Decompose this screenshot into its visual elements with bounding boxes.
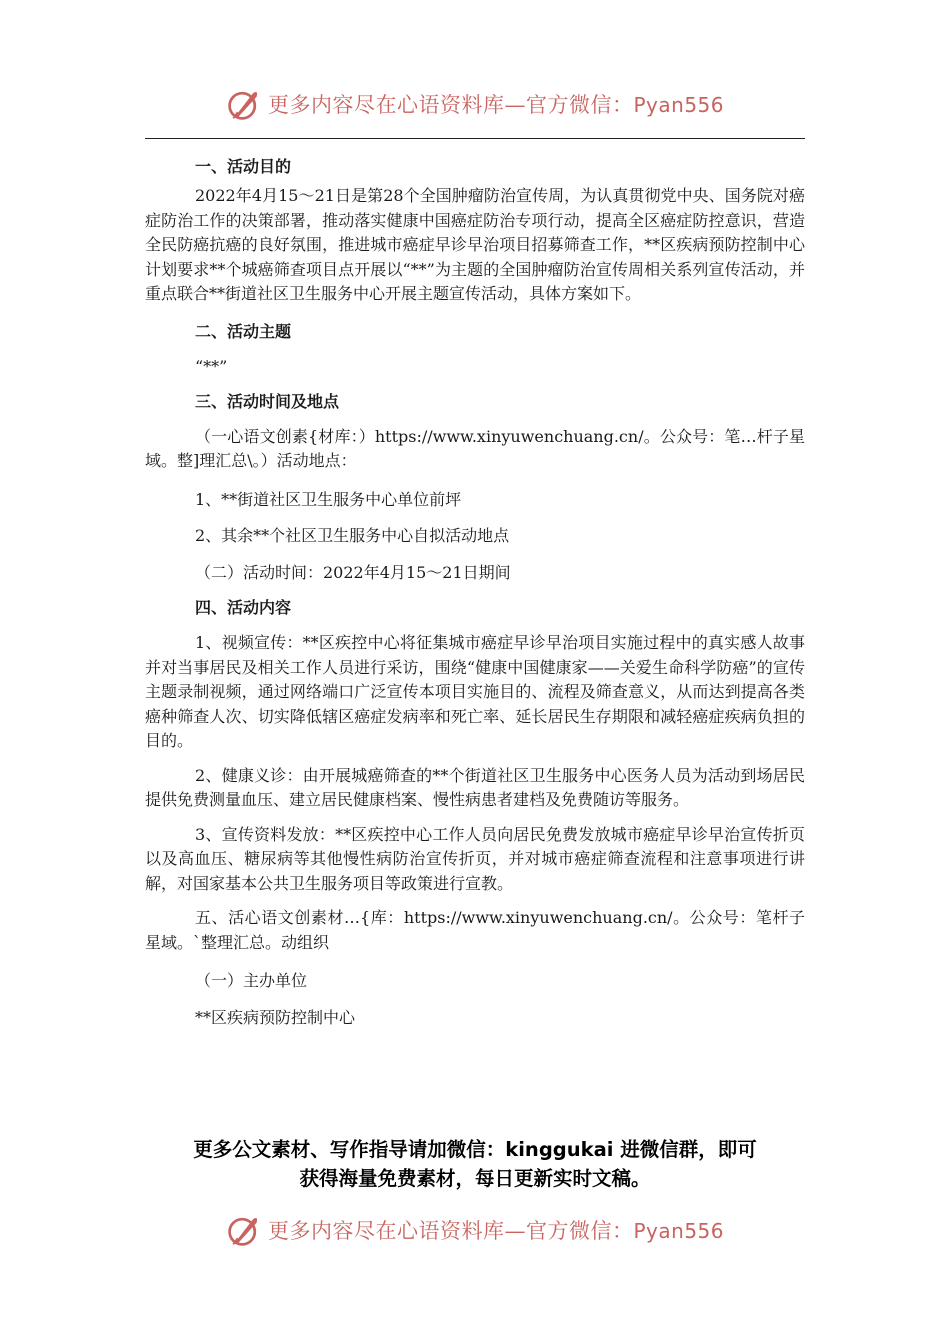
banner-main-text: 更多内容尽在心语资料库 [267, 93, 505, 117]
footer-banner-text [268, 1215, 724, 1245]
banner-wechat-id: Pyan556 [633, 93, 724, 117]
activity-time: （二）活动时间：2022年4月15～21日期间 [195, 562, 511, 582]
header-banner [0, 82, 950, 126]
promo-line-2: 获得海量免费素材，每日更新实时文稿。 [299, 1166, 651, 1190]
section-1-heading: 一、活动目的 [195, 157, 292, 176]
footer-banner-wechat-id: Pyan556 [633, 1219, 724, 1243]
location-item-1: 1、**街道社区卫生服务中心单位前坪 [195, 489, 462, 509]
footer-banner-separator: —官方微信： [504, 1219, 634, 1243]
footer-banner-main-text: 更多内容尽在心语资料库 [267, 1219, 505, 1243]
organizer-name: **区疾病预防控制中心 [195, 1007, 356, 1027]
promo-line-1: 更多公文素材、写作指导请加微信：kinggukai 进微信群，即可 [193, 1138, 757, 1161]
banner-separator: —官方微信： [504, 93, 634, 117]
section-2-heading: 二、活动主题 [195, 321, 292, 341]
section-3-location-intro: （一心语文创素{材库：）https://www.xinyuwenchuang.cn/。公众号：笔…杆子星域。整]理汇总\。）活动地点： [145, 426, 805, 470]
section-2-theme: “**” [195, 356, 228, 376]
content-item-3: 3、宣传资料发放：**区疾控中心工作人员向居民免费发放城市癌症早诊早治宣传折页以及高血压、糖尿病等其他慢性病防治宣传折页，并对城市癌症筛查流程和注意事项进行讲解，对国家基本公共卫生服务项目等政策进行宣教。 [145, 824, 805, 893]
location-item-2: 2、其余**个社区卫生服务中心自拟活动地点 [195, 526, 510, 545]
content-item-2: 2、健康义诊：由开展城癌筛查的**个街道社区卫生服务中心医务人员为活动到场居民提供免费测量血压、建立居民健康档案、慢性病患者建档及免费随访等服务。 [145, 765, 805, 809]
section-3-heading: 三、活动时间及地点 [195, 391, 340, 411]
content-item-1: 1、视频宣传：**区疾控中心将征集城市癌症早诊早治项目实施过程中的真实感人故事并对当事居民及相关工作人员进行采访，围绕“健康中国健康家——关爱生命科学防癌”的宣传主题录制视频，通过网络端口广泛宣传本项目实施目的、流程及筛查意义，从而达到提高各类癌种筛查人次、切实降低辖区癌症发病率和死亡率、延长居民生存期限和减轻癌症疾病负担的目的。 [145, 633, 805, 750]
promo-text [0, 1136, 950, 1193]
footer-banner [0, 1208, 950, 1252]
quill-circle-icon [226, 1212, 262, 1248]
document-body [145, 150, 805, 1036]
quill-circle-icon [226, 86, 262, 122]
section-5-heading-paragraph: 五、活心语文创素材…{库：https://www.xinyuwenchuang.cn/。公众号：笔杆子星域。`整理汇总。动组织 [145, 908, 805, 952]
header-banner-text [268, 89, 724, 119]
section-5-subheading: （一）主办单位 [195, 971, 308, 990]
section-1-paragraph: 2022年4月15～21日是第28个全国肿瘤防治宣传周，为认真贯彻党中央、国务院对癌症防治工作的决策部署，推动落实健康中国癌症防治专项行动，提高全区癌症防控意识，营造全民防癌抗癌的良好氛围，推进城市癌症早诊早治项目招募筛查工作，**区疾病预防控制中心计划要求**个城癌筛查项目点开展以“**”为主题的全国肿瘤防治宣传周相关系列宣传活动，并重点联合**街道社区卫生服务中心开展主题宣传活动，具体方案如下。 [145, 186, 805, 303]
header-divider [145, 138, 805, 139]
section-4-heading: 四、活动内容 [195, 598, 292, 617]
